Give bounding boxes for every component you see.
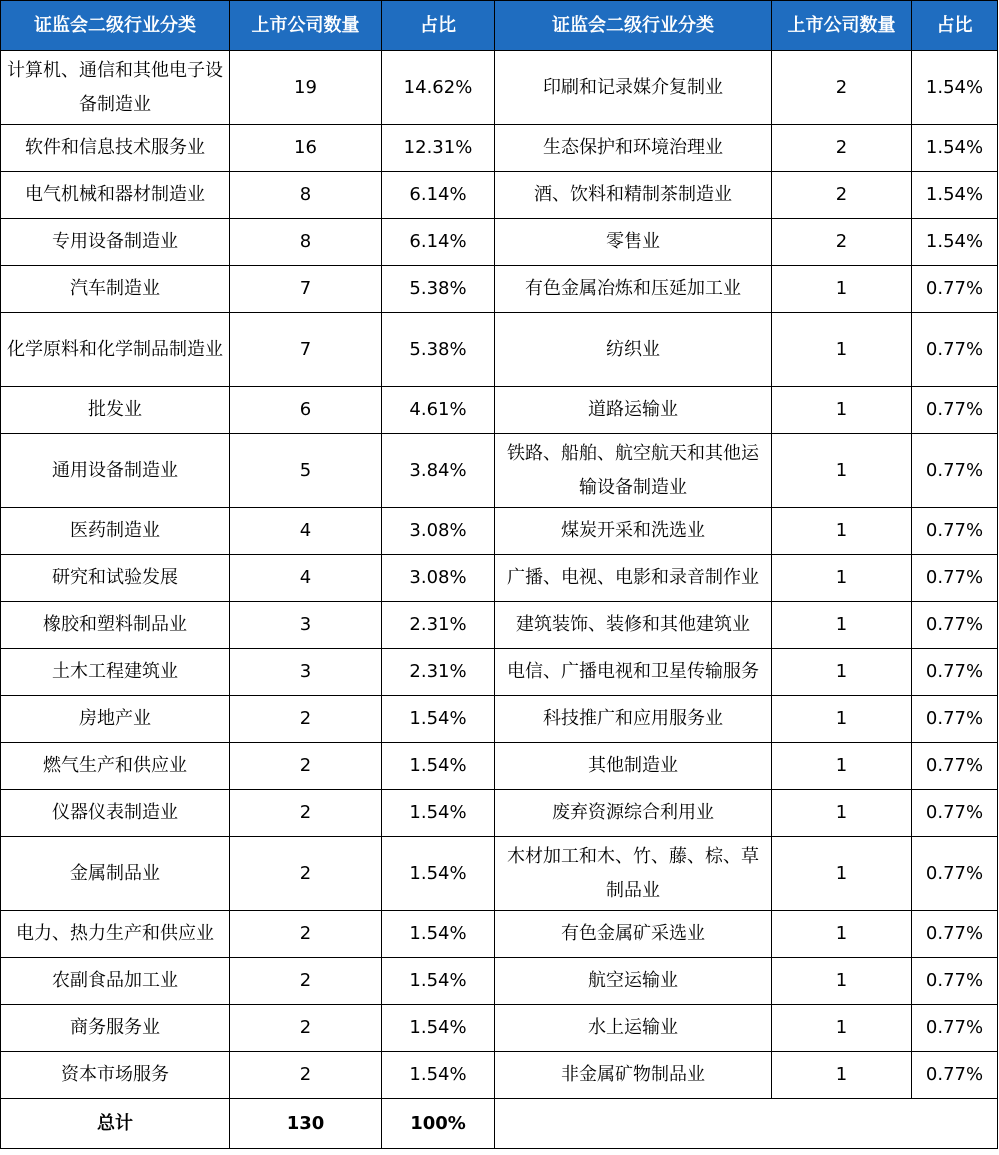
company-count: 1: [772, 911, 912, 958]
industry-name: 资本市场服务: [1, 1052, 230, 1099]
table-row: [1, 602, 998, 649]
industry-name: 房地产业: [1, 696, 230, 743]
industry-name: 电信、广播电视和卫星传输服务: [495, 649, 772, 696]
company-count: 2: [230, 790, 382, 837]
header-row: [1, 1, 998, 51]
company-count: 2: [230, 837, 382, 911]
company-count: 16: [230, 125, 382, 172]
share-percent: 0.77%: [912, 434, 998, 508]
industry-name: 燃气生产和供应业: [1, 743, 230, 790]
total-row: [1, 1099, 998, 1149]
header-share-right: 占比: [912, 1, 998, 51]
industry-name: 土木工程建筑业: [1, 649, 230, 696]
company-count: 1: [772, 790, 912, 837]
industry-name: 计算机、通信和其他电子设备制造业: [1, 51, 230, 125]
total-label: 总计: [1, 1099, 230, 1149]
table-row: [1, 1005, 998, 1052]
industry-name: 科技推广和应用服务业: [495, 696, 772, 743]
share-percent: 1.54%: [382, 911, 495, 958]
company-count: 2: [230, 1005, 382, 1052]
company-count: 2: [772, 172, 912, 219]
company-count: 2: [230, 1052, 382, 1099]
share-percent: 3.08%: [382, 508, 495, 555]
table-row: [1, 125, 998, 172]
share-percent: 1.54%: [382, 958, 495, 1005]
table-row: [1, 837, 998, 911]
company-count: 1: [772, 1052, 912, 1099]
share-percent: 1.54%: [382, 837, 495, 911]
table-row: [1, 266, 998, 313]
company-count: 6: [230, 387, 382, 434]
company-count: 19: [230, 51, 382, 125]
industry-name: 有色金属冶炼和压延加工业: [495, 266, 772, 313]
company-count: 1: [772, 434, 912, 508]
total-share: 100%: [382, 1099, 495, 1149]
table-row: [1, 555, 998, 602]
industry-name: 纺织业: [495, 313, 772, 387]
company-count: 3: [230, 602, 382, 649]
table-body: [1, 51, 998, 1149]
industry-name: 研究和试验发展: [1, 555, 230, 602]
share-percent: 1.54%: [912, 125, 998, 172]
share-percent: 1.54%: [382, 743, 495, 790]
company-count: 7: [230, 266, 382, 313]
share-percent: 1.54%: [382, 1052, 495, 1099]
company-count: 1: [772, 837, 912, 911]
share-percent: 2.31%: [382, 649, 495, 696]
header-count-right: 上市公司数量: [772, 1, 912, 51]
share-percent: 2.31%: [382, 602, 495, 649]
table-row: [1, 696, 998, 743]
industry-name: 医药制造业: [1, 508, 230, 555]
share-percent: 12.31%: [382, 125, 495, 172]
company-count: 2: [230, 911, 382, 958]
industry-name: 印刷和记录媒介复制业: [495, 51, 772, 125]
industry-name: 橡胶和塑料制品业: [1, 602, 230, 649]
total-count: 130: [230, 1099, 382, 1149]
company-count: 1: [772, 743, 912, 790]
industry-name: 软件和信息技术服务业: [1, 125, 230, 172]
share-percent: 0.77%: [912, 313, 998, 387]
share-percent: 4.61%: [382, 387, 495, 434]
share-percent: 1.54%: [912, 219, 998, 266]
company-count: 2: [230, 743, 382, 790]
industry-name: 酒、饮料和精制茶制造业: [495, 172, 772, 219]
table-row: [1, 219, 998, 266]
share-percent: 0.77%: [912, 790, 998, 837]
table-row: [1, 649, 998, 696]
share-percent: 0.77%: [912, 911, 998, 958]
table-row: [1, 911, 998, 958]
industry-name: 批发业: [1, 387, 230, 434]
share-percent: 0.77%: [912, 649, 998, 696]
share-percent: 0.77%: [912, 555, 998, 602]
company-count: 2: [772, 125, 912, 172]
share-percent: 6.14%: [382, 172, 495, 219]
industry-name: 生态保护和环境治理业: [495, 125, 772, 172]
table-row: [1, 172, 998, 219]
share-percent: 0.77%: [912, 837, 998, 911]
industry-name: 通用设备制造业: [1, 434, 230, 508]
header-industry-right: 证监会二级行业分类: [495, 1, 772, 51]
company-count: 8: [230, 172, 382, 219]
company-count: 2: [772, 51, 912, 125]
share-percent: 0.77%: [912, 1052, 998, 1099]
industry-name: 仪器仪表制造业: [1, 790, 230, 837]
industry-name: 航空运输业: [495, 958, 772, 1005]
share-percent: 0.77%: [912, 696, 998, 743]
company-count: 2: [230, 696, 382, 743]
share-percent: 0.77%: [912, 743, 998, 790]
share-percent: 1.54%: [912, 172, 998, 219]
company-count: 7: [230, 313, 382, 387]
industry-name: 农副食品加工业: [1, 958, 230, 1005]
company-count: 1: [772, 602, 912, 649]
company-count: 1: [772, 1005, 912, 1052]
share-percent: 1.54%: [912, 51, 998, 125]
company-count: 4: [230, 555, 382, 602]
company-count: 1: [772, 696, 912, 743]
table-row: [1, 51, 998, 125]
share-percent: 0.77%: [912, 1005, 998, 1052]
industry-name: 非金属矿物制品业: [495, 1052, 772, 1099]
company-count: 1: [772, 266, 912, 313]
share-percent: 0.77%: [912, 508, 998, 555]
company-count: 1: [772, 387, 912, 434]
company-count: 1: [772, 508, 912, 555]
company-count: 2: [230, 958, 382, 1005]
industry-name: 商务服务业: [1, 1005, 230, 1052]
industry-name: 建筑装饰、装修和其他建筑业: [495, 602, 772, 649]
share-percent: 0.77%: [912, 266, 998, 313]
share-percent: 1.54%: [382, 1005, 495, 1052]
industry-name: 木材加工和木、竹、藤、棕、草制品业: [495, 837, 772, 911]
industry-name: 煤炭开采和洗选业: [495, 508, 772, 555]
header-industry-left: 证监会二级行业分类: [1, 1, 230, 51]
table-header: [1, 1, 998, 51]
table-row: [1, 313, 998, 387]
company-count: 8: [230, 219, 382, 266]
total-row-blank: [495, 1099, 998, 1149]
industry-name: 汽车制造业: [1, 266, 230, 313]
share-percent: 3.08%: [382, 555, 495, 602]
header-share-left: 占比: [382, 1, 495, 51]
share-percent: 3.84%: [382, 434, 495, 508]
share-percent: 6.14%: [382, 219, 495, 266]
industry-name: 电力、热力生产和供应业: [1, 911, 230, 958]
company-count: 4: [230, 508, 382, 555]
industry-name: 专用设备制造业: [1, 219, 230, 266]
table-row: [1, 743, 998, 790]
table-row: [1, 790, 998, 837]
table-row: [1, 434, 998, 508]
industry-name: 有色金属矿采选业: [495, 911, 772, 958]
share-percent: 5.38%: [382, 313, 495, 387]
industry-name: 零售业: [495, 219, 772, 266]
industry-name: 其他制造业: [495, 743, 772, 790]
company-count: 1: [772, 313, 912, 387]
table-row: [1, 958, 998, 1005]
share-percent: 1.54%: [382, 790, 495, 837]
company-count: 3: [230, 649, 382, 696]
industry-name: 电气机械和器材制造业: [1, 172, 230, 219]
share-percent: 0.77%: [912, 958, 998, 1005]
company-count: 1: [772, 958, 912, 1005]
industry-name: 化学原料和化学制品制造业: [1, 313, 230, 387]
share-percent: 1.54%: [382, 696, 495, 743]
industry-name: 铁路、船舶、航空航天和其他运输设备制造业: [495, 434, 772, 508]
share-percent: 14.62%: [382, 51, 495, 125]
table-row: [1, 387, 998, 434]
company-count: 1: [772, 555, 912, 602]
share-percent: 5.38%: [382, 266, 495, 313]
industry-name: 水上运输业: [495, 1005, 772, 1052]
industry-name: 金属制品业: [1, 837, 230, 911]
table-row: [1, 1052, 998, 1099]
share-percent: 0.77%: [912, 602, 998, 649]
industry-name: 废弃资源综合利用业: [495, 790, 772, 837]
company-count: 5: [230, 434, 382, 508]
company-count: 1: [772, 649, 912, 696]
share-percent: 0.77%: [912, 387, 998, 434]
company-count: 2: [772, 219, 912, 266]
industry-name: 道路运输业: [495, 387, 772, 434]
header-count-left: 上市公司数量: [230, 1, 382, 51]
table-row: [1, 508, 998, 555]
industry-name: 广播、电视、电影和录音制作业: [495, 555, 772, 602]
